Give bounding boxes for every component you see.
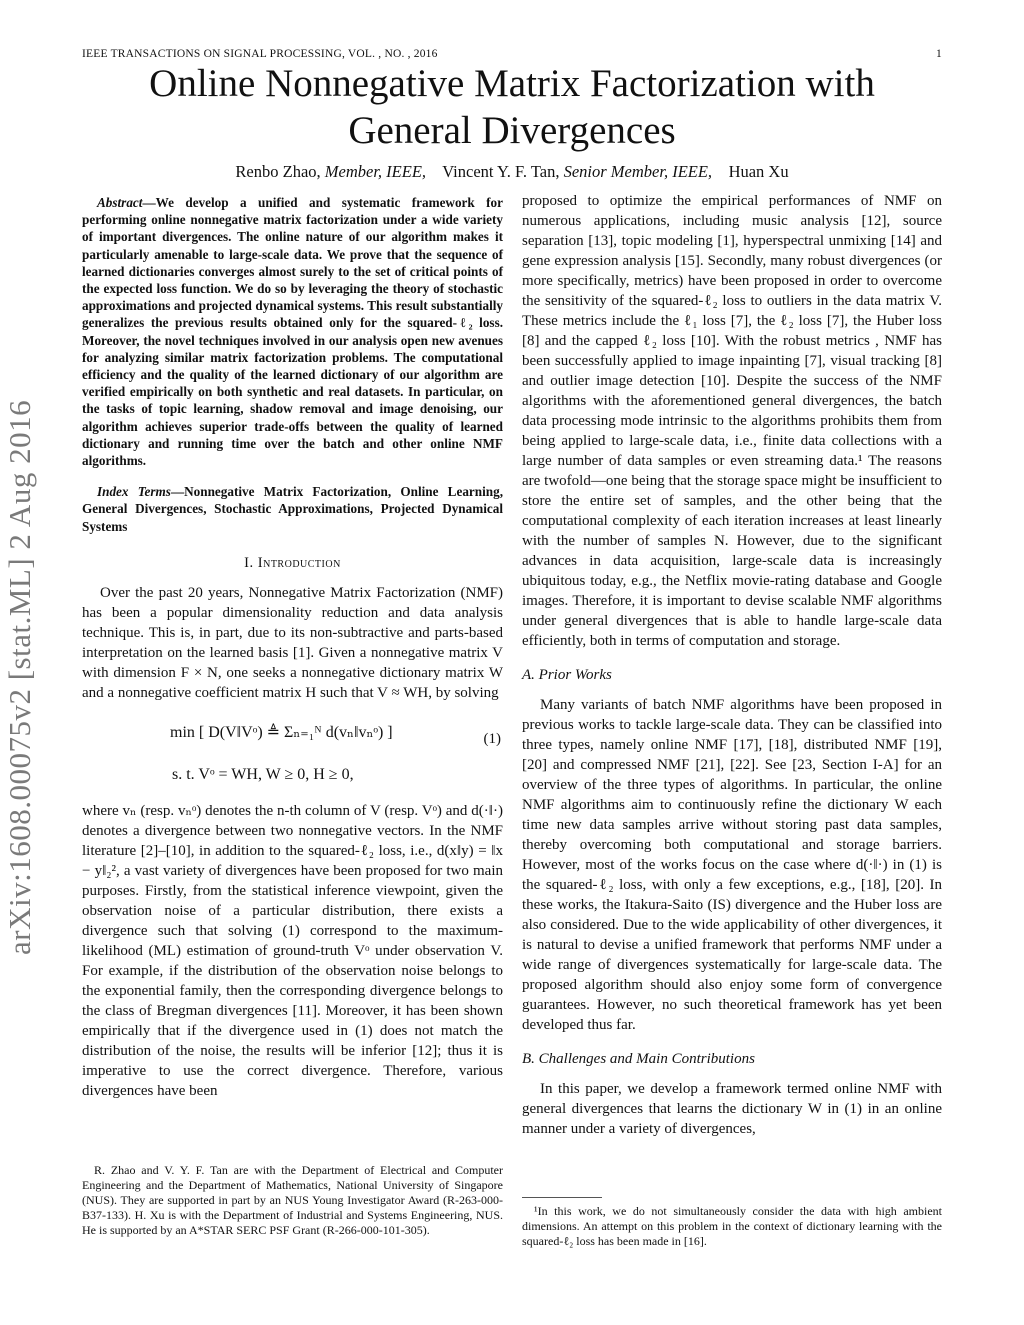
paper-title xyxy=(60,60,964,154)
subsection-heading-challenges: B. Challenges and Main Contributions xyxy=(522,1051,755,1067)
index-terms-label: Index Terms xyxy=(97,484,171,500)
page-number: 1 xyxy=(936,48,942,60)
challenges-paragraph: In this paper, we develop a framework termed online NMF with general divergences that learns the dictionary W in (1) in an online manner under a variety of divergences, xyxy=(522,1081,942,1137)
abstract-text: —We develop a unified and systematic framework for performing online nonnegative matrix factorization under a wide variety of important divergences. The online nature of our algorithm makes it particularly amenable to large-scale data. We prove that the sequence of learned dictionaries converges almost surely to the set of critical points of the expected loss function. We do so by leveraging the theory of stochastic approximations and projected dynamical systems. This result substantially generalizes the previous results obtained only for the squared-ℓ₂ loss. Moreover, the novel techniques involved in our analysis open new avenues for analyzing similar matrix factorization problems. The computational efficiency and the quality of the learned dictionary of our algorithm are verified empirically on both synthetic and real datasets. In particular, on the tasks of topic learning, shadow removal and image denoising, our algorithm achieves superior trade-offs between the quality of learned dictionary and running time over the batch and other online NMF algorithms. xyxy=(82,195,503,469)
author-2-name: Vincent Y. F. Tan, xyxy=(442,162,560,181)
footnote-1: ¹In this work, we do not simultaneously consider the data with high ambient dimensions. An attempt on this problem in the context of dictionary learning with the squared-ℓ₂ loss has been made in [16]. xyxy=(522,1204,942,1248)
equation-constraint: s. t. Vᵒ = WH, W ≥ 0, H ≥ 0, xyxy=(172,765,354,783)
equation-objective: min [ D(V‖Vᵒ) ≜ Σₙ₌₁ᴺ d(vₙ‖vₙᵒ) ] xyxy=(170,723,393,741)
section-heading-introduction xyxy=(82,553,503,573)
author-list xyxy=(60,162,964,182)
running-header: IEEE TRANSACTIONS ON SIGNAL PROCESSING, VOL. , NO. , 2016 xyxy=(82,48,438,60)
abstract-label: Abstract xyxy=(97,195,143,210)
right-column xyxy=(522,191,942,1139)
index-terms-text: —Nonnegative Matrix Factorization, Online Learning, General Divergences, Stochastic Approximations, Projected Dynamical Systems xyxy=(82,484,503,534)
title-line-1: Online Nonnegative Matrix Factorization with xyxy=(149,62,875,105)
author-1-role: Member, IEEE, xyxy=(324,162,427,181)
arxiv-side-stamp: arXiv:1608.00075v2 [stat.ML] 2 Aug 2016 xyxy=(2,399,37,955)
subsection-heading-prior-works: A. Prior Works xyxy=(522,667,612,683)
affiliation-footnote: R. Zhao and V. Y. F. Tan are with the Department of Electrical and Computer Engineering and the Department of Mathematics, National University of Singapore (NUS). They are supported in part by an NUS Young Investigator Award (R-263-000-B37-133). H. Xu is with the Department of Industrial and Systems Engineering, NUS. He is supported by an A*STAR SERC PSF Grant (R-266-000-101-305). xyxy=(82,1163,503,1237)
footnote-rule xyxy=(522,1197,602,1198)
index-terms xyxy=(82,483,503,535)
equation-1 xyxy=(82,709,503,795)
abstract xyxy=(82,194,503,469)
section-numeral: I. xyxy=(244,554,254,571)
section-title: Introduction xyxy=(257,554,341,571)
title-line-2: General Divergences xyxy=(348,109,676,152)
equation-number: (1) xyxy=(483,730,501,747)
intro-paragraph-2-continued: proposed to optimize the empirical performances of NMF on numerous applications, including music analysis [12], source separation [13], topic modeling [1], hyperspectral unmixing [14] and gene expression analysis [15]. Secondly, many robust divergences (or more specifically, metrics) have been proposed in order to overcome the sensitivity of the squared-ℓ₂ loss to outliers in the data matrix V. These metrics include the ℓ₁ loss [7], the ℓ₂ loss [7], the Huber loss [8] and the capped ℓ₂ loss [10]. With the robust metrics , NMF has been successfully applied to image inpainting [7], visual tracking [8] and outlier image detection [10]. Despite the success of the NMF algorithms with the aforementioned general divergences, the batch data processing mode intrinsic to the algorithms prohibits them from being applied to large-scale data, i.e., finite data collections with a large number of data samples or even streaming data.¹ The reasons are twofold—one being that the storage space might be insufficient to store the entire set of samples, and the other being that the computational complexity of each iteration increases at least linearly with the number of samples N. However, due to the significant advances in data acquisition, large-scale data is increasingly ubiquitous today, e.g., the Netflix movie-rating database and Google images. Therefore, it is important to devise scalable NMF algorithms under general divergences that is able to handle large-scale data efficiently, both in terms of computation and storage. xyxy=(522,193,942,649)
prior-works-paragraph: Many variants of batch NMF algorithms have been proposed in previous works to tackle large-scale data. They can be classified into three types, namely online NMF [17], [18], distributed NMF [19], [20] and compressed NMF [21], [22]. See [23, Section I-A] for an overview of the three types of algorithms. In particular, the online NMF algorithms aim to continuously refine the dictionary W each time new data samples arrive without storing past data samples, thereby overcoming both computational and storage barriers. However, most of the works focus on the case where d(·‖·) in (1) is the squared-ℓ₂ loss, with only a few exceptions, e.g., [18], [20]. In these works, the Itakura-Saito (IS) divergence and the Huber loss are also considered. Due to the wide applicability of other divergences, it is natural to devise a unified framework that performs NMF under a wide range of divergences systematically for large-scale data. The proposed algorithm should also enjoy some form of convergence guarantees. However, no such theoretical framework has yet been developed thus far. xyxy=(522,697,942,1033)
author-2-role: Senior Member, IEEE, xyxy=(563,162,713,181)
author-1-name: Renbo Zhao, xyxy=(235,162,321,181)
left-column xyxy=(82,191,503,1101)
intro-paragraph-2: where vₙ (resp. vₙᵒ) denotes the n-th column of V (resp. Vᵒ) and d(·‖·) denotes a divergence between two nonnegative vectors. In the NMF literature [2]–[10], in addition to the squared-ℓ₂ loss, i.e., d(x‖y) = ‖x − y‖₂², a vast variety of divergences have been proposed for two main purposes. Firstly, from the statistical inference viewpoint, given the observation noise of a particular distribution, there exists a divergence such that solving (1) correspond to the maximum-likelihood (ML) estimation of ground-truth Vᵒ under observation V. For example, if the distribution of the observation noise belongs to the exponential family, then the corresponding divergence belongs to the class of Bregman divergences [11]. Moreover, it has been shown empirically that if the divergence used in (1) does not match the distribution of the noise, the results will be inferior [12]; thus it is imperative to use the correct divergence. Therefore, various divergences have been xyxy=(82,802,503,1099)
author-3-name: Huan Xu xyxy=(728,162,789,181)
intro-paragraph-1: Over the past 20 years, Nonnegative Matrix Factorization (NMF) has been a popular dimensionality reduction and data analysis technique. This is, in part, due to its non-subtractive and parts-based interpretation on the learned basis [1]. Given a nonnegative matrix V with dimension F × N, one seeks a nonnegative dictionary matrix W and a nonnegative coefficient matrix H such that V ≈ WH, by solving xyxy=(82,584,503,701)
